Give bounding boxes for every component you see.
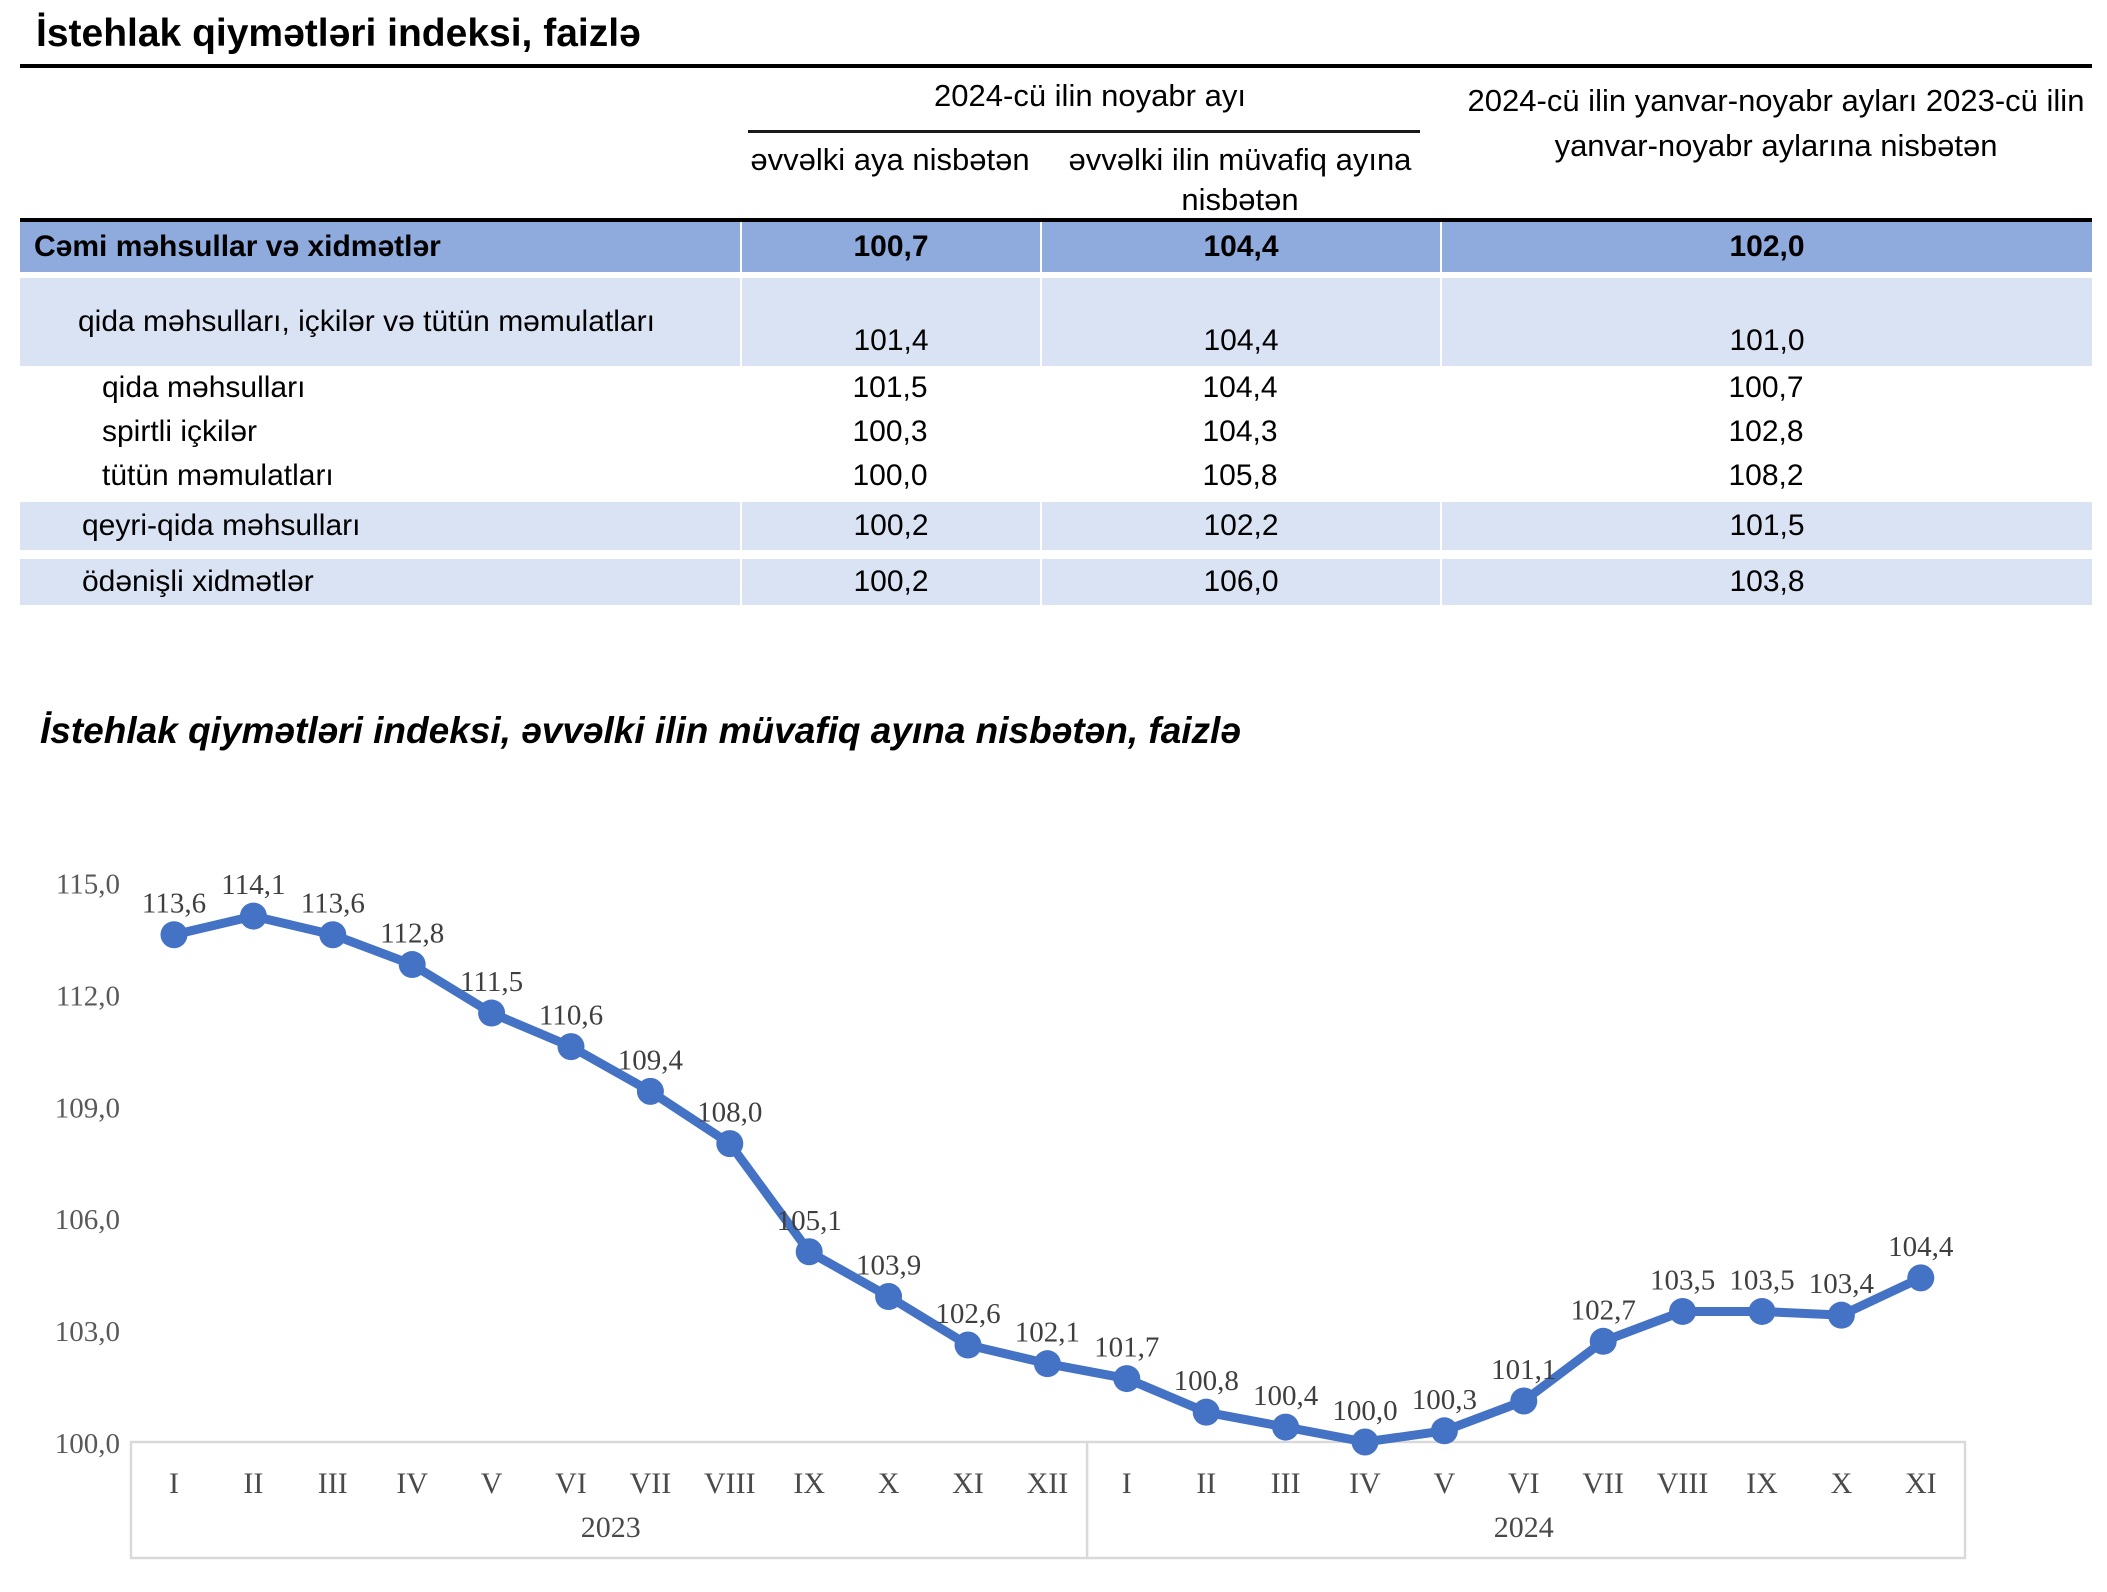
x-axis-tick-label: II bbox=[1196, 1467, 1217, 1500]
year-label: 2023 bbox=[580, 1511, 641, 1544]
chart-point bbox=[1828, 1302, 1855, 1329]
chart-point-label: 100,0 bbox=[1332, 1395, 1398, 1427]
x-axis-tick-label: IV bbox=[1349, 1467, 1381, 1500]
row-label: qeyri-qida məhsulları bbox=[82, 509, 361, 542]
table-row bbox=[20, 366, 2092, 410]
row-value: 104,4 bbox=[1040, 278, 1440, 366]
x-axis-tick-label: X bbox=[1830, 1467, 1853, 1500]
page-title: İstehlak qiymətləri indeksi, faizlə bbox=[36, 12, 641, 55]
row-label: ödənişli xidmətlər bbox=[82, 565, 314, 598]
chart-point-label: 102,1 bbox=[1014, 1316, 1081, 1349]
chart-point bbox=[716, 1130, 743, 1157]
column-header-vs-same-month-previous-year: əvvəlki ilin müvafiq ayına nisbətən bbox=[1068, 142, 1412, 217]
chart-point-label: 113,6 bbox=[300, 887, 365, 920]
row-value: 103,8 bbox=[1440, 559, 2092, 605]
x-axis-tick-label: V bbox=[1433, 1467, 1456, 1500]
row-value: 104,4 bbox=[1202, 371, 1278, 404]
chart-point-label: 105,1 bbox=[776, 1204, 842, 1237]
row-value: 102,2 bbox=[1040, 502, 1440, 550]
row-label: qida məhsulları, içkilər və tütün məmulatları bbox=[78, 305, 655, 338]
x-axis-tick-label: I bbox=[1121, 1467, 1132, 1500]
chart-point-label: 109,4 bbox=[617, 1044, 684, 1077]
chart-point-label: 103,4 bbox=[1808, 1268, 1875, 1301]
x-axis-tick-label: VIII bbox=[703, 1467, 756, 1500]
cpi-table bbox=[20, 222, 2092, 605]
x-axis-tick-label: XI bbox=[1904, 1467, 1937, 1500]
chart-point bbox=[955, 1332, 982, 1359]
chart-point bbox=[1113, 1365, 1140, 1392]
chart-point-label: 102,7 bbox=[1570, 1294, 1636, 1327]
row-value: 100,0 bbox=[852, 459, 928, 492]
chart-point-label: 112,8 bbox=[380, 917, 445, 950]
chart-point bbox=[1749, 1298, 1776, 1325]
y-axis-tick-label: 112,0 bbox=[55, 980, 120, 1013]
table-row bbox=[20, 278, 2092, 366]
x-axis-box bbox=[131, 1442, 1965, 1558]
column-header-vs-previous-month: əvvəlki aya nisbətən bbox=[750, 142, 1030, 177]
row-value: 105,8 bbox=[1202, 459, 1278, 492]
chart-title: İstehlak qiymətləri indeksi, əvvəlki ilin müvafiq ayına nisbətən, faizlə bbox=[40, 710, 1241, 751]
y-axis-tick-label: 106,0 bbox=[54, 1204, 120, 1237]
column-header-january-november: 2024-cü ilin yanvar-noyabr ayları 2023-cü ilin yanvar-noyabr aylarına nisbətən bbox=[1467, 83, 2085, 163]
chart-point-label: 103,5 bbox=[1649, 1264, 1716, 1297]
chart-point bbox=[319, 921, 346, 948]
row-value: 100,2 bbox=[740, 502, 1040, 550]
x-axis-tick-label: X bbox=[877, 1467, 900, 1500]
chart-point bbox=[1669, 1298, 1696, 1325]
row-value: 102,0 bbox=[1440, 222, 2092, 272]
x-axis-tick-label: VIII bbox=[1656, 1467, 1709, 1500]
column-group-header: 2024-cü ilin noyabr ayı bbox=[934, 78, 1246, 113]
chart-point-label: 108,0 bbox=[697, 1096, 763, 1129]
row-value: 101,0 bbox=[1440, 278, 2092, 366]
row-value: 104,4 bbox=[1040, 222, 1440, 272]
chart-point-label: 100,3 bbox=[1411, 1383, 1478, 1416]
chart-point bbox=[796, 1238, 823, 1265]
x-axis-tick-label: IX bbox=[793, 1467, 826, 1500]
chart-point-label: 111,5 bbox=[460, 966, 524, 999]
row-value: 108,2 bbox=[1728, 459, 1804, 492]
chart-point-label: 102,6 bbox=[935, 1298, 1001, 1331]
table-row bbox=[20, 410, 2092, 454]
row-value: 104,3 bbox=[1202, 415, 1278, 448]
chart-point bbox=[1193, 1399, 1220, 1426]
cpi-line-chart bbox=[0, 800, 2107, 1592]
row-label: spirtli içkilər bbox=[102, 415, 258, 448]
chart-point bbox=[1510, 1387, 1537, 1414]
row-value: 101,5 bbox=[1440, 502, 2092, 550]
chart-point-label: 100,4 bbox=[1252, 1380, 1319, 1413]
x-axis-tick-label: II bbox=[243, 1467, 264, 1500]
x-axis-tick-label: V bbox=[480, 1467, 503, 1500]
chart-point-label: 101,7 bbox=[1094, 1331, 1160, 1364]
table-row bbox=[20, 454, 2092, 498]
column-group-underline bbox=[748, 130, 1420, 133]
chart-point bbox=[399, 951, 426, 978]
chart-point bbox=[875, 1283, 902, 1310]
chart-point-label: 113,6 bbox=[141, 887, 207, 920]
row-value: 102,8 bbox=[1728, 415, 1804, 448]
row-value: 101,4 bbox=[740, 278, 1040, 366]
table-row bbox=[20, 222, 2092, 272]
y-axis-tick-label: 109,0 bbox=[54, 1092, 120, 1125]
chart-point bbox=[161, 921, 188, 948]
row-label: Cəmi məhsullar və xidmətlər bbox=[34, 230, 441, 263]
chart-point bbox=[637, 1078, 664, 1105]
x-axis-tick-label: I bbox=[169, 1467, 179, 1500]
chart-point bbox=[1431, 1417, 1458, 1444]
chart-point-label: 114,1 bbox=[221, 869, 286, 902]
chart-point bbox=[478, 1000, 505, 1027]
chart-point bbox=[1034, 1350, 1061, 1377]
table-row bbox=[20, 559, 2092, 605]
chart-point-label: 100,8 bbox=[1173, 1365, 1239, 1398]
row-value: 100,2 bbox=[740, 559, 1040, 605]
x-axis-tick-label: IX bbox=[1746, 1467, 1778, 1500]
chart-point-label: 110,6 bbox=[538, 999, 604, 1032]
row-value: 100,7 bbox=[740, 222, 1040, 272]
x-axis-tick-label: IV bbox=[396, 1467, 429, 1500]
row-value: 100,3 bbox=[852, 415, 928, 448]
row-label: qida məhsulları bbox=[102, 371, 306, 404]
x-axis-tick-label: III bbox=[317, 1467, 348, 1500]
chart-point-label: 104,4 bbox=[1888, 1230, 1954, 1263]
chart-point-label: 103,9 bbox=[855, 1249, 922, 1282]
row-value: 100,7 bbox=[1728, 371, 1804, 404]
year-label: 2024 bbox=[1493, 1511, 1554, 1544]
chart-point bbox=[558, 1033, 585, 1060]
x-axis-tick-label: VII bbox=[1582, 1467, 1625, 1500]
title-underline bbox=[20, 64, 2092, 68]
chart-point bbox=[240, 903, 267, 930]
chart-point bbox=[1907, 1264, 1934, 1291]
y-axis-tick-label: 103,0 bbox=[54, 1316, 120, 1349]
row-value: 106,0 bbox=[1040, 559, 1440, 605]
x-axis-tick-label: VII bbox=[629, 1467, 672, 1500]
y-axis-tick-label: 100,0 bbox=[54, 1428, 120, 1460]
chart-point bbox=[1272, 1414, 1299, 1441]
chart-point bbox=[1352, 1429, 1379, 1456]
chart-point-label: 101,1 bbox=[1491, 1353, 1557, 1386]
chart-point bbox=[1590, 1328, 1617, 1355]
x-axis-tick-label: VI bbox=[1507, 1467, 1540, 1500]
row-value: 101,5 bbox=[852, 371, 928, 404]
x-axis-tick-label: III bbox=[1270, 1467, 1301, 1500]
x-axis-tick-label: XI bbox=[952, 1467, 984, 1500]
y-axis-tick-label: 115,0 bbox=[55, 868, 120, 901]
chart-point-label: 103,5 bbox=[1729, 1264, 1795, 1297]
row-label: tütün məmulatları bbox=[102, 459, 334, 492]
table-row bbox=[20, 502, 2092, 550]
x-axis-tick-label: XII bbox=[1026, 1467, 1069, 1500]
x-axis-tick-label: VI bbox=[555, 1467, 587, 1500]
